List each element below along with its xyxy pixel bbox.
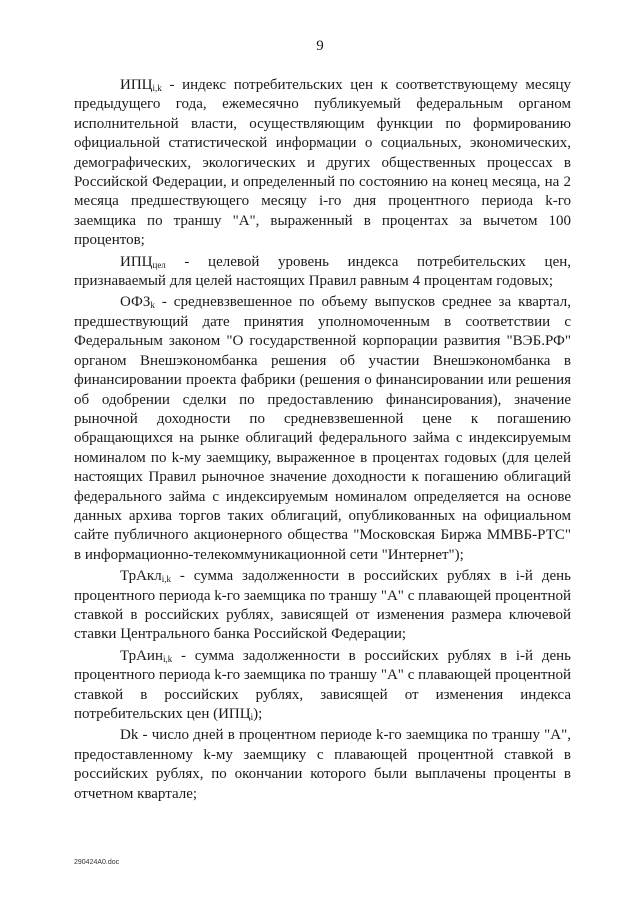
definition-term: ИПЦ (120, 253, 153, 270)
definition-ipc-ik (74, 76, 571, 251)
file-name-footer: 290424A0.doc (74, 859, 120, 866)
definition-tra-cpi (74, 647, 571, 725)
definition-text: - средневзвешенное по объему выпусков среднее за квартал, предшествующий дате принятия уполномоченным в соответствии с Федеральным законом "О государственной корпорации развития "ВЭБ.РФ" органом Внешэкономбанка решения об участии Внешэкономбанка в финансировании проекта фабрики (решения о финансировании или решения об одобрении сделки по предоставлению финансирования), значение рыночной доходности по средневзвешенной цене к погашению обращающихся на рынке облигаций федерального займа с индексируемым номиналом по k-му заемщику, выраженное в процентах годовых (для целей настоящих Правил рыночное значение доходности к погашению облигаций федерального займа с индексируемым номиналом определяется на основе данных архива торгов таких облигаций, опубликованных на официальном сайте публичного акционерного общества "Московская Биржа ММВБ-РТС" в информационно-телекоммуникационной сети "Интернет"); (74, 294, 571, 563)
page-number: 9 (316, 38, 324, 54)
definition-subscript: i,k (161, 574, 171, 585)
definition-text-tail: ); (253, 706, 263, 722)
definition-dk (74, 726, 571, 804)
document-body (74, 76, 571, 806)
definition-text: - сумма задолженности в российских рублях в i-й день процентного периода k-го заемщика по траншу "А" с плавающей процентной ставкой в российских рублях, зависящей от изменения индекса потребительских цен (ИПЦ (74, 647, 571, 722)
definition-subscript: i,k (152, 83, 162, 93)
definition-text: - индекс потребительских цен к соответствующему месяцу предыдущего года, ежемесячно публикуемый федеральным органом исполнительной власти, осуществляющим функции по формированию официальной статистической информации о социальных, экономических, демографических, экологических и других общественных процессах в Российской Федерации, и определенный по состоянию на конец месяца, на 2 месяца предшествующего месяцу i-го дня процентного периода k-го заемщика по траншу "А", выраженный в процентах за вычетом 100 процентов; (74, 77, 571, 249)
definition-subscript: k (150, 300, 155, 311)
definition-ipc-target (74, 253, 571, 292)
definition-term: ОФЗ (120, 294, 151, 311)
definition-tra-key (74, 567, 571, 645)
definition-ofz-k (74, 293, 571, 565)
definition-subscript: i (250, 712, 254, 722)
definition-text: - сумма задолженности в российских рублях в i-й день процентного периода k-го заемщика по траншу "А" с плавающей процентной ставкой в российских рублях, зависящей от изменения размера ключевой ставки Центрального банка Российской Федерации; (74, 568, 571, 643)
definition-text: - целевой уровень индекса потребительских цен, признаваемый для целей настоящих Правил равным 4 процентам годовых; (74, 253, 571, 290)
definition-text: - число дней в процентном периоде k-го заемщика по траншу "А", предоставленному k-му заемщику с плавающей процентной ставкой в российских рублях, по окончании которого были выплачены проценты в отчетном квартале; (74, 727, 571, 802)
definition-term: Dk (120, 727, 139, 744)
definition-subscript: i,k (162, 653, 173, 664)
definition-term: ИПЦ (120, 77, 153, 93)
definition-term: ТрАкл (120, 568, 162, 585)
definition-subscript: цел (152, 259, 166, 270)
definition-term: ТрАин (120, 647, 163, 664)
